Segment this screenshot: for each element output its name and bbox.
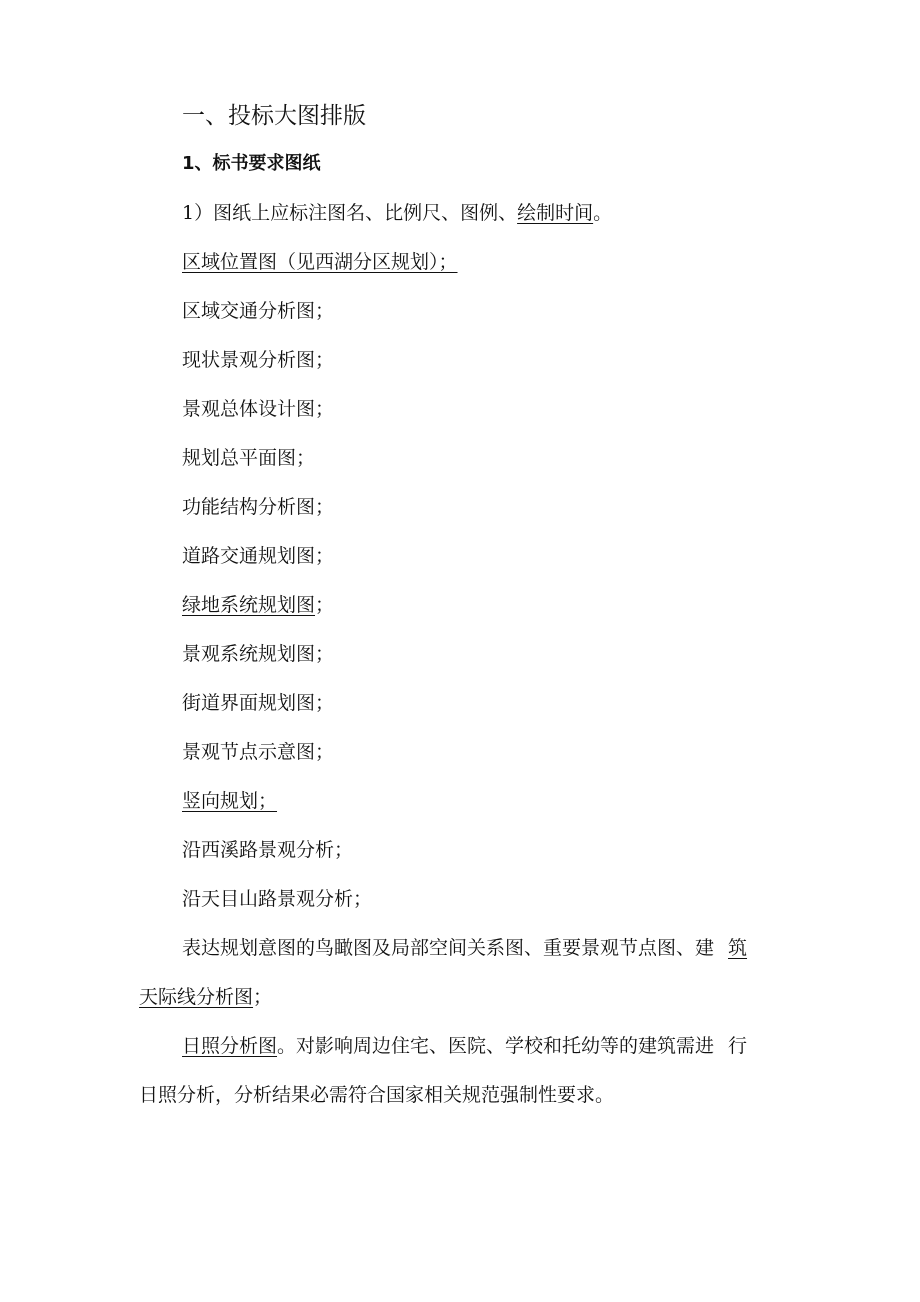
list-item-green-system-suffix: ； [315,594,335,616]
paragraph-1-line-1 [182,935,747,961]
list-item-road-traffic: 道路交通规划图； [182,545,335,567]
list-item-landscape-system: 景观系统规划图； [182,643,335,665]
list-item-landscape-design: 景观总体设计图； [182,398,335,420]
paragraph-2-line-1 [182,1033,747,1059]
paragraph-2-line-end: 行 [728,1035,748,1057]
section-heading: 一、投标大图排版 [182,103,366,129]
list-item-xixi-road: 沿西溪路景观分析； [182,839,354,861]
requirement-item-1-underlined: 绘制时间 [517,202,594,224]
paragraph-2-line-2: 日照分析，分析结果必需符合国家相关规范强制性要求。 [139,1084,615,1106]
list-item-landscape-nodes: 景观节点示意图； [182,741,335,763]
list-item-function-structure: 功能结构分析图； [182,496,335,518]
list-item-green-system-label: 绿地系统规划图 [182,594,316,616]
list-item-tianmushan-road: 沿天目山路景观分析； [182,888,373,910]
paragraph-1-text: 表达规划意图的鸟瞰图及局部空间关系图、重要景观节点图、建 [182,937,715,959]
list-item-location-map: 区域位置图（见西湖分区规划）； [182,251,458,273]
paragraph-1-underlined-end: 筑 [728,937,748,959]
requirement-item-1-prefix: 1）图纸上应标注图名、比例尺、图例、 [182,202,518,224]
list-item-master-plan: 规划总平面图； [182,447,316,469]
paragraph-1-suffix: ； [253,986,273,1008]
subsection-heading: 1、标书要求图纸 [182,153,321,174]
list-item-traffic-analysis: 区域交通分析图； [182,300,335,322]
list-item-street-interface: 街道界面规划图； [182,692,335,714]
list-item-green-system [182,592,334,618]
sunlight-analysis-label: 日照分析图 [182,1035,278,1057]
paragraph-1-line-2 [139,984,272,1010]
paragraph-2-text: 。对影响周边住宅、医院、学校和托幼等的建筑需进 [277,1035,715,1057]
requirement-item-1-suffix: 。 [593,202,613,224]
requirement-item-1 [182,200,612,226]
list-item-vertical-planning: 竖向规划； [182,790,278,812]
skyline-analysis-label: 天际线分析图 [139,986,254,1008]
list-item-landscape-status: 现状景观分析图； [182,349,335,371]
